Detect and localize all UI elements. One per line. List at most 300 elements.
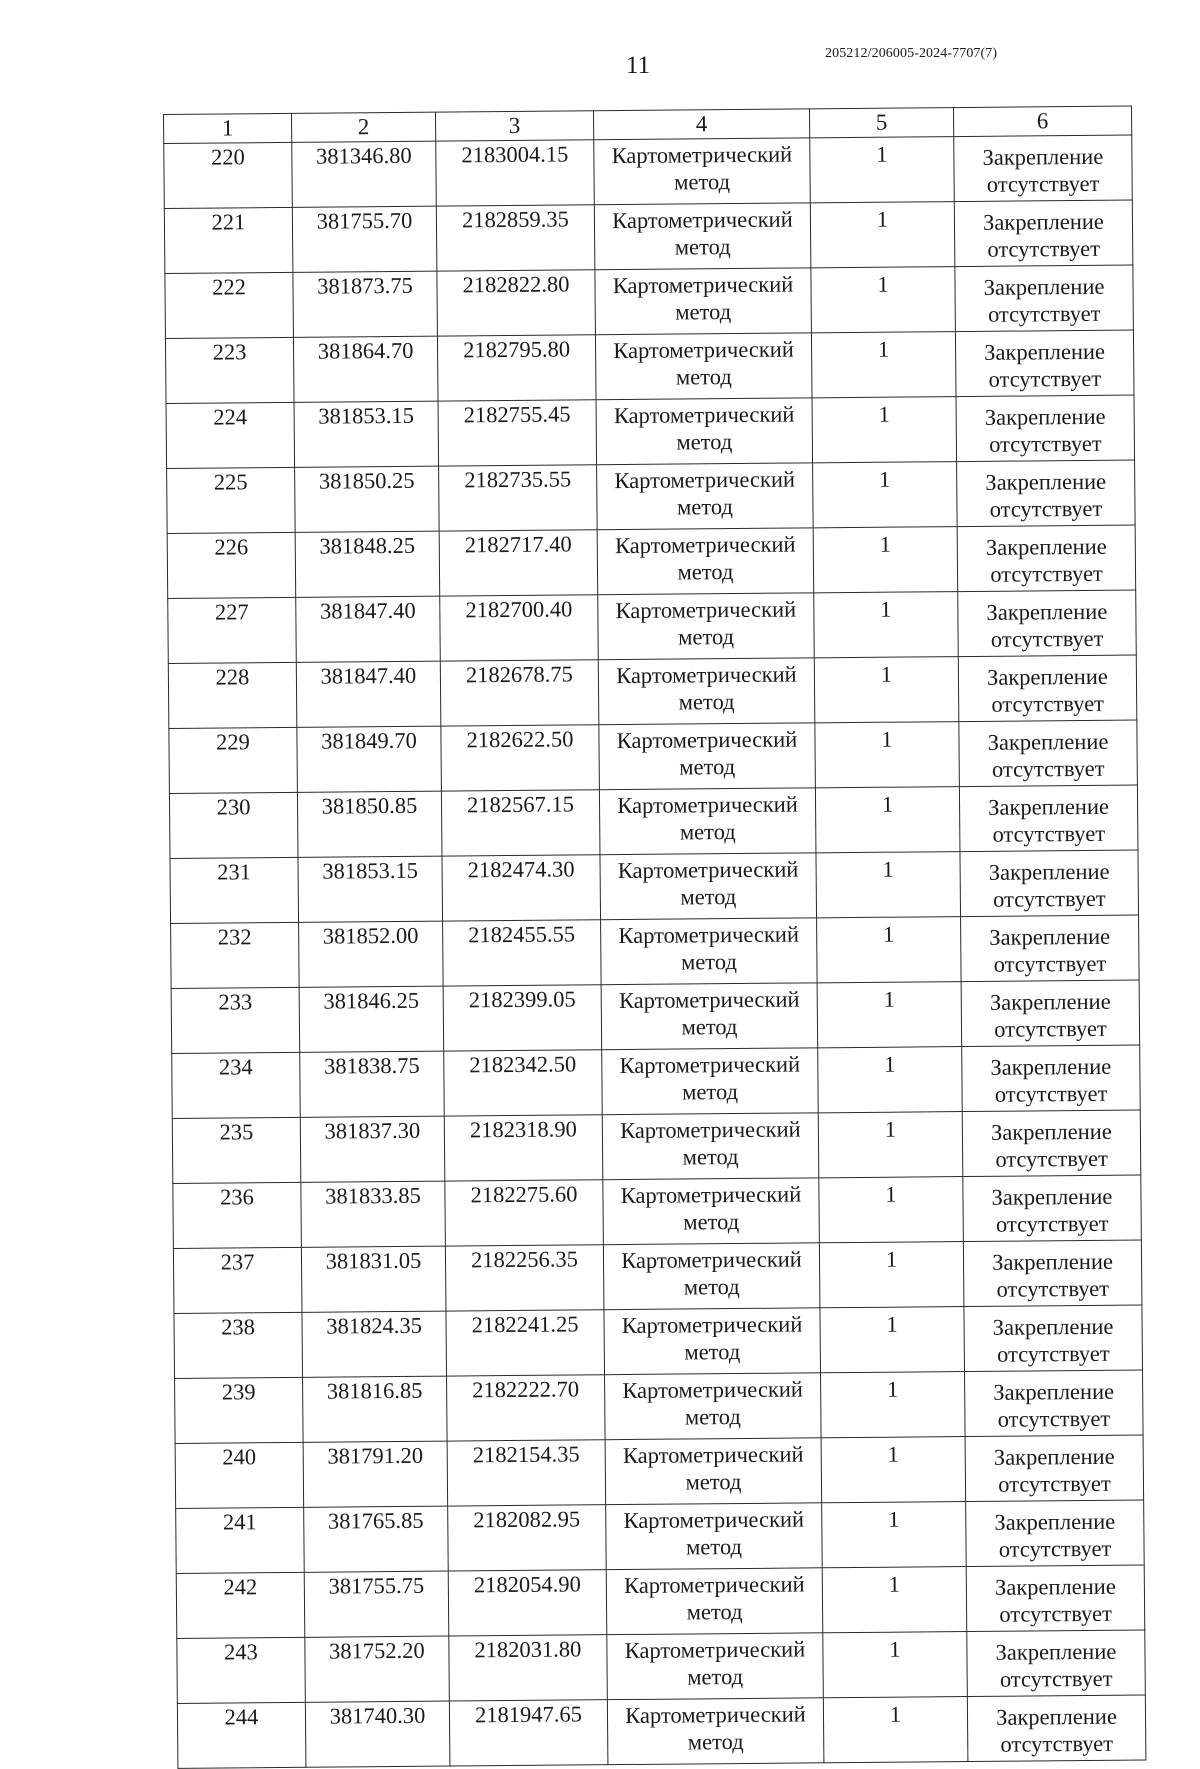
precision-text: 1	[878, 466, 891, 492]
point-number-cell	[164, 207, 293, 273]
method-text: метод	[675, 364, 732, 390]
fixation-text: отсутствует	[986, 170, 1100, 197]
fixation-text: отсутствует	[994, 1080, 1108, 1107]
fixation-text: Закрепление	[990, 1118, 1112, 1145]
y-coordinate-text: 2182256.35	[470, 1246, 579, 1273]
fixation-cell	[966, 1565, 1145, 1632]
fixation-text: Закрепление	[986, 663, 1108, 690]
y-coordinate-text: 2182275.60	[470, 1181, 578, 1208]
table-row	[174, 1305, 1143, 1378]
fixation-text: отсутствует	[998, 1470, 1111, 1497]
fixation-text: Закрепление	[994, 1573, 1116, 1600]
y-coordinate-text: 2182755.45	[463, 401, 571, 428]
method-text: метод	[681, 1014, 738, 1040]
y-coordinate-text: 2182054.90	[473, 1571, 581, 1598]
point-number-cell	[172, 1052, 301, 1118]
fixation-text: Закрепление	[982, 143, 1104, 170]
y-coordinate-text: 2182822.80	[462, 271, 570, 298]
point-number-cell	[174, 1312, 303, 1378]
method-text: Картометрический	[616, 661, 797, 689]
point-number-text: 229	[215, 729, 250, 755]
fixation-cell	[967, 1695, 1146, 1762]
x-coordinate-text: 381853.15	[318, 402, 415, 429]
method-text: Картометрический	[621, 1246, 802, 1274]
y-coordinate-cell	[445, 1180, 604, 1246]
fixation-text: отсутствует	[987, 300, 1101, 327]
y-coordinate-cell	[444, 1115, 603, 1181]
fixation-text: Закрепление	[992, 1313, 1114, 1340]
method-text: Картометрический	[618, 986, 800, 1014]
y-coordinate-cell	[449, 1700, 608, 1766]
y-coordinate-text: 2182318.90	[469, 1116, 577, 1143]
fixation-text: отсутствует	[992, 820, 1106, 847]
method-text: метод	[678, 624, 735, 650]
y-coordinate-cell	[440, 595, 599, 661]
y-coordinate-cell	[449, 1635, 608, 1701]
fixation-cell	[954, 200, 1133, 267]
x-coordinate-text: 381346.80	[315, 142, 412, 169]
y-coordinate-text: 2182222.70	[472, 1376, 580, 1403]
x-coordinate-cell	[303, 1376, 448, 1442]
fixation-cell	[957, 460, 1136, 527]
precision-text: 1	[881, 791, 894, 817]
x-coordinate-text: 381824.35	[326, 1312, 423, 1339]
fixation-cell	[960, 850, 1139, 917]
x-coordinate-cell	[295, 466, 440, 532]
method-cell	[607, 1698, 824, 1765]
fixation-cell	[958, 590, 1137, 657]
table-row	[171, 915, 1140, 988]
y-coordinate-text: 2182717.40	[464, 531, 572, 558]
method-text: метод	[676, 494, 733, 520]
method-text: Картометрический	[613, 401, 795, 429]
method-text: метод	[680, 949, 737, 975]
precision-cell	[819, 1177, 964, 1243]
x-coordinate-cell	[297, 726, 442, 792]
method-cell	[606, 1568, 823, 1635]
precision-cell	[820, 1307, 965, 1373]
method-cell	[597, 463, 814, 530]
precision-text: 1	[878, 401, 890, 427]
point-number-text: 226	[214, 534, 249, 560]
method-text: метод	[683, 1274, 740, 1300]
fixation-cell	[962, 1045, 1141, 1112]
precision-cell	[822, 1567, 967, 1633]
y-coordinate-text: 2182735.55	[464, 466, 572, 493]
y-coordinate-text: 2182399.05	[468, 986, 576, 1013]
fixation-cell	[958, 655, 1137, 722]
fixation-cell	[967, 1630, 1146, 1697]
point-number-cell	[167, 532, 296, 598]
table-row	[175, 1370, 1144, 1443]
fixation-text: Закрепление	[982, 208, 1104, 235]
x-coordinate-cell	[299, 986, 444, 1052]
fixation-text: Закрепление	[983, 273, 1105, 300]
x-coordinate-text: 381765.85	[327, 1507, 424, 1534]
point-number-cell	[172, 1117, 301, 1183]
x-coordinate-cell	[302, 1311, 447, 1377]
point-number-text: 244	[224, 1704, 259, 1730]
precision-cell	[811, 332, 956, 398]
table-row	[167, 460, 1136, 533]
table-row	[172, 1110, 1141, 1183]
x-coordinate-text: 381755.70	[316, 207, 413, 234]
fixation-text: отсутствует	[989, 495, 1103, 522]
fixation-text: отсутствует	[999, 1600, 1113, 1627]
method-cell	[604, 1308, 821, 1375]
x-coordinate-text: 381846.25	[323, 987, 420, 1014]
fixation-cell	[964, 1305, 1143, 1372]
y-coordinate-text: 2182795.80	[463, 336, 571, 363]
point-number-cell	[169, 727, 298, 793]
point-number-text: 220	[210, 144, 245, 170]
point-number-text: 224	[213, 404, 248, 430]
method-text: Картометрический	[618, 921, 800, 949]
y-coordinate-cell	[442, 855, 601, 921]
precision-cell	[817, 917, 962, 983]
method-cell	[599, 788, 816, 855]
y-coordinate-cell	[437, 335, 596, 401]
x-coordinate-cell	[292, 141, 437, 207]
precision-cell	[814, 592, 959, 658]
precision-cell	[815, 787, 960, 853]
table-row	[177, 1695, 1146, 1768]
precision-cell	[817, 982, 962, 1048]
x-coordinate-text: 381852.00	[322, 922, 419, 949]
x-coordinate-text: 381847.40	[320, 662, 417, 689]
precision-cell	[821, 1372, 966, 1438]
method-cell	[605, 1438, 822, 1505]
column-header-2: 2	[291, 112, 435, 142]
precision-cell	[818, 1112, 963, 1178]
fixation-cell	[961, 980, 1140, 1047]
x-coordinate-cell	[301, 1246, 446, 1312]
method-text: Картометрический	[615, 596, 797, 624]
method-text: метод	[674, 234, 731, 260]
y-coordinate-text: 2182154.35	[472, 1441, 580, 1468]
fixation-text: отсутствует	[996, 1275, 1110, 1302]
x-coordinate-cell	[293, 336, 438, 402]
fixation-text: Закрепление	[985, 468, 1107, 495]
precision-text: 1	[880, 596, 892, 622]
x-coordinate-cell	[292, 206, 437, 272]
y-coordinate-cell	[446, 1310, 605, 1376]
fixation-text: Закрепление	[985, 533, 1107, 560]
fixation-text: отсутствует	[991, 690, 1105, 717]
method-text: Картометрический	[616, 726, 798, 754]
table-row	[176, 1565, 1145, 1638]
fixation-text: отсутствует	[996, 1340, 1110, 1367]
method-text: Картометрический	[623, 1571, 805, 1599]
coordinates-table-container	[163, 106, 1146, 1769]
y-coordinate-cell	[447, 1440, 606, 1506]
table-row	[173, 1175, 1142, 1248]
y-coordinate-cell	[444, 1050, 603, 1116]
y-coordinate-cell	[437, 270, 596, 336]
y-coordinate-text: 2182241.25	[471, 1311, 579, 1338]
y-coordinate-cell	[445, 1245, 604, 1311]
x-coordinate-cell	[305, 1636, 450, 1702]
precision-cell	[823, 1632, 968, 1698]
x-coordinate-cell	[301, 1181, 446, 1247]
precision-cell	[815, 722, 960, 788]
fixation-text: Закрепление	[984, 338, 1106, 365]
fixation-text: Закрепление	[991, 1183, 1113, 1210]
fixation-cell	[963, 1240, 1142, 1307]
page-number: 11	[626, 52, 651, 79]
method-text: Картометрический	[622, 1376, 804, 1404]
method-cell	[607, 1633, 824, 1700]
fixation-cell	[956, 395, 1135, 462]
y-coordinate-cell	[441, 790, 600, 856]
method-text: Картометрический	[611, 141, 793, 169]
precision-text: 1	[877, 271, 889, 297]
y-coordinate-text: 2182474.30	[467, 856, 575, 883]
x-coordinate-cell	[298, 856, 443, 922]
table-row	[177, 1630, 1146, 1703]
y-coordinate-text: 2182567.15	[466, 791, 575, 818]
table-row	[172, 1045, 1141, 1118]
x-coordinate-cell	[300, 1116, 445, 1182]
y-coordinate-text: 2182455.55	[468, 921, 576, 948]
point-number-text: 227	[214, 599, 249, 625]
point-number-text: 222	[212, 274, 246, 300]
fixation-text: отсутствует	[993, 950, 1107, 977]
method-text: метод	[686, 1534, 743, 1560]
method-cell	[597, 528, 814, 595]
precision-text: 1	[885, 1246, 898, 1272]
point-number-cell	[173, 1182, 302, 1248]
precision-cell	[813, 462, 958, 528]
method-text: Картометрический	[625, 1701, 806, 1729]
x-coordinate-text: 381838.75	[323, 1052, 420, 1079]
precision-text: 1	[888, 1506, 900, 1532]
table-row	[165, 265, 1134, 338]
precision-cell	[818, 1047, 963, 1113]
method-text: Картометрический	[620, 1116, 801, 1144]
point-number-text: 223	[212, 339, 247, 365]
precision-text: 1	[884, 1051, 896, 1077]
method-text: метод	[674, 169, 731, 195]
precision-text: 1	[876, 141, 888, 167]
table-row	[176, 1500, 1145, 1573]
method-cell	[599, 723, 816, 790]
method-text: Картометрический	[621, 1311, 803, 1339]
method-text: метод	[684, 1339, 741, 1365]
fixation-text: отсутствует	[990, 625, 1104, 652]
fixation-text: Закрепление	[988, 858, 1110, 885]
precision-text: 1	[882, 921, 895, 947]
precision-cell	[812, 397, 957, 463]
precision-text: 1	[885, 1181, 897, 1207]
x-coordinate-text: 381816.85	[326, 1377, 423, 1404]
point-number-text: 221	[211, 209, 246, 235]
point-number-text: 234	[218, 1054, 253, 1080]
y-coordinate-cell	[439, 465, 598, 531]
precision-cell	[819, 1242, 964, 1308]
y-coordinate-cell	[440, 660, 599, 726]
method-text: Картометрический	[619, 1051, 801, 1079]
x-coordinate-cell	[293, 271, 438, 337]
fixation-cell	[965, 1370, 1144, 1437]
point-number-cell	[170, 857, 299, 923]
table-row	[164, 135, 1133, 208]
y-coordinate-cell	[438, 400, 597, 466]
point-number-cell	[166, 402, 295, 468]
method-text: Картометрический	[612, 271, 794, 299]
table-row	[166, 395, 1135, 468]
method-text: метод	[679, 754, 736, 780]
method-cell	[598, 593, 815, 660]
x-coordinate-text: 381848.25	[319, 532, 416, 559]
method-text: метод	[682, 1079, 739, 1105]
precision-text: 1	[881, 726, 893, 752]
method-cell	[601, 983, 818, 1050]
fixation-text: отсутствует	[991, 755, 1105, 782]
method-cell	[595, 268, 812, 335]
precision-cell	[821, 1437, 966, 1503]
method-text: метод	[679, 819, 736, 845]
fixation-text: отсутствует	[1000, 1730, 1114, 1757]
point-number-cell	[169, 792, 298, 858]
fixation-text: отсутствует	[990, 560, 1103, 587]
table-row	[168, 655, 1137, 728]
fixation-text: Закрепление	[989, 923, 1111, 950]
point-number-text: 235	[219, 1119, 254, 1145]
x-coordinate-text: 381755.75	[328, 1572, 425, 1599]
x-coordinate-text: 381873.75	[317, 272, 413, 299]
fixation-text: Закрепление	[996, 1703, 1118, 1730]
point-number-cell	[175, 1442, 304, 1508]
method-text: метод	[678, 689, 735, 715]
point-number-cell	[168, 662, 297, 728]
point-number-cell	[171, 987, 300, 1053]
fixation-text: отсутствует	[998, 1535, 1112, 1562]
precision-cell	[810, 137, 955, 203]
y-coordinate-cell	[441, 725, 600, 791]
precision-text: 1	[888, 1571, 901, 1597]
y-coordinate-text: 2182678.75	[465, 661, 573, 688]
precision-cell	[813, 527, 958, 593]
method-cell	[594, 203, 811, 270]
column-header-5: 5	[809, 108, 953, 138]
fixation-text: Закрепление	[993, 1443, 1115, 1470]
method-cell	[601, 918, 818, 985]
fixation-text: отсутствует	[999, 1665, 1113, 1692]
method-cell	[606, 1503, 823, 1570]
x-coordinate-cell	[303, 1441, 448, 1507]
y-coordinate-text: 2182031.80	[474, 1636, 582, 1663]
y-coordinate-cell	[448, 1570, 607, 1636]
column-header-4: 4	[593, 109, 809, 140]
fixation-cell	[955, 265, 1134, 332]
y-coordinate-cell	[439, 530, 598, 596]
x-coordinate-text: 381752.20	[328, 1637, 425, 1664]
y-coordinate-text: 2182082.95	[473, 1506, 581, 1533]
x-coordinate-text: 381831.05	[325, 1247, 422, 1274]
x-coordinate-cell	[296, 661, 441, 727]
point-number-text: 231	[217, 859, 252, 885]
point-number-text: 237	[220, 1249, 255, 1275]
point-number-text: 240	[222, 1444, 257, 1470]
fixation-text: отсутствует	[995, 1145, 1109, 1172]
x-coordinate-cell	[304, 1571, 449, 1637]
precision-cell	[810, 202, 955, 268]
fixation-cell	[955, 330, 1134, 397]
method-cell	[594, 138, 811, 205]
y-coordinate-text: 2183004.15	[461, 141, 569, 168]
method-cell	[596, 398, 813, 465]
fixation-text: Закрепление	[989, 988, 1111, 1015]
method-text: метод	[684, 1404, 741, 1430]
fixation-text: Закрепление	[987, 728, 1109, 755]
x-coordinate-cell	[294, 401, 439, 467]
y-coordinate-cell	[436, 140, 595, 206]
x-coordinate-text: 381850.85	[321, 792, 418, 819]
table-row	[169, 785, 1138, 858]
fixation-text: отсутствует	[994, 1015, 1107, 1042]
x-coordinate-text: 381833.85	[325, 1182, 421, 1209]
y-coordinate-cell	[448, 1505, 607, 1571]
column-header-3: 3	[435, 111, 593, 141]
method-cell	[603, 1243, 820, 1310]
method-text: метод	[683, 1209, 740, 1235]
x-coordinate-text: 381864.70	[317, 337, 414, 364]
method-text: метод	[682, 1144, 739, 1170]
point-number-text: 225	[213, 469, 248, 495]
fixation-text: отсутствует	[988, 365, 1102, 392]
method-text: Картометрический	[622, 1441, 804, 1469]
precision-cell	[823, 1697, 968, 1763]
x-coordinate-cell	[299, 921, 444, 987]
precision-cell	[811, 267, 956, 333]
fixation-cell	[959, 720, 1138, 787]
y-coordinate-text: 2182859.35	[461, 206, 569, 233]
point-number-text: 242	[223, 1574, 258, 1600]
method-cell	[595, 333, 812, 400]
x-coordinate-cell	[300, 1051, 445, 1117]
point-number-text: 233	[218, 989, 253, 1015]
point-number-cell	[165, 337, 294, 403]
method-text: метод	[685, 1469, 742, 1495]
point-number-text: 239	[221, 1379, 256, 1405]
precision-cell	[816, 852, 961, 918]
fixation-cell	[959, 785, 1138, 852]
x-coordinate-cell	[296, 596, 441, 662]
method-cell	[602, 1113, 819, 1180]
y-coordinate-cell	[443, 920, 602, 986]
method-text: Картометрический	[617, 856, 799, 884]
table-row	[167, 525, 1136, 598]
table-row	[170, 850, 1139, 923]
x-coordinate-text: 381837.30	[324, 1117, 421, 1144]
precision-text: 1	[880, 661, 893, 687]
point-number-cell	[177, 1637, 306, 1703]
document-reference: 205212/206005-2024-7707(7)	[825, 46, 998, 61]
x-coordinate-text: 381850.25	[318, 467, 415, 494]
y-coordinate-text: 2181947.65	[474, 1701, 583, 1728]
point-number-cell	[177, 1702, 306, 1768]
point-number-cell	[168, 597, 297, 663]
precision-text: 1	[889, 1701, 902, 1727]
fixation-text: отсутствует	[997, 1405, 1111, 1432]
y-coordinate-text: 2182622.50	[466, 726, 574, 753]
method-text: метод	[687, 1663, 744, 1690]
method-cell	[605, 1373, 822, 1440]
method-cell	[603, 1178, 820, 1245]
table-row	[165, 330, 1134, 403]
x-coordinate-cell	[304, 1506, 449, 1572]
